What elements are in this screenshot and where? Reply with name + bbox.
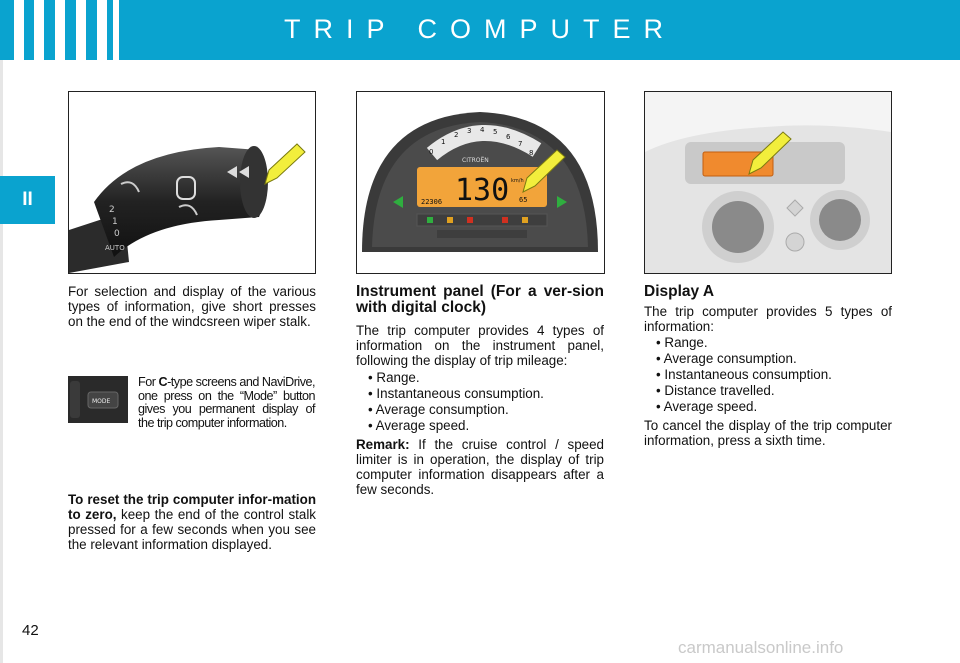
instrument-panel-intro: The trip computer provides 4 types of information on the instrument panel, following the display of trip mileage: <box>356 323 604 368</box>
tick-label: 4 <box>480 126 485 134</box>
list-item: • Range. <box>368 370 420 385</box>
remark-text: If the cruise control / speed limiter is in operation, the display of trip computer information disappears after a few seconds. <box>356 437 604 497</box>
wiper-stalk-image <box>68 91 316 274</box>
tick-label: 3 <box>467 127 472 135</box>
tick-label: 8 <box>529 149 534 157</box>
list-item: • Instantaneous consumption. <box>656 367 832 382</box>
svg-text:0: 0 <box>114 229 120 239</box>
svg-text:2: 2 <box>109 205 115 215</box>
mode-button-label: MODE <box>92 398 111 405</box>
dash-range: 65 <box>519 196 528 204</box>
display-a-outro: To cancel the display of the trip computer information, press a sixth time. <box>644 418 892 448</box>
remark-label: Remark: <box>356 437 410 452</box>
dash-unit: km/h <box>511 178 524 184</box>
side-rule <box>0 60 3 663</box>
page-title: TRIP COMPUTER <box>283 14 676 44</box>
page-number: 42 <box>22 622 39 639</box>
reset-instructions <box>68 492 316 552</box>
tick-label: 1 <box>441 138 446 146</box>
remark <box>356 437 604 497</box>
header-bar <box>0 0 960 60</box>
list-item: • Instantaneous consumption. <box>368 386 544 401</box>
display-a-section <box>644 284 892 448</box>
list-item: • Average speed. <box>656 399 758 414</box>
mode-note-text: For <box>138 375 159 389</box>
list-item: • Average speed. <box>368 418 470 433</box>
list-item: • Range. <box>656 335 708 350</box>
tick-label: 6 <box>506 133 511 141</box>
svg-text:1: 1 <box>112 217 118 227</box>
dash-speed: 130 <box>455 173 510 208</box>
section-tab: II <box>0 176 55 224</box>
reset-heading: To reset the trip computer infor-mation to zero, <box>68 492 316 522</box>
mode-button-image <box>68 376 128 423</box>
instrument-panel-image <box>356 91 605 274</box>
tick-label: 5 <box>493 128 498 136</box>
display-a-intro: The trip computer provides 5 types of information: <box>644 304 892 334</box>
mode-note-bold: C <box>158 375 168 389</box>
instrument-panel-section <box>356 284 604 497</box>
mode-note-text: -type screens and NaviDrive, one press on the “Mode” button gives you permanent display of the trip computer information. <box>138 375 315 430</box>
tick-label: 0 <box>429 148 434 156</box>
display-a-image <box>644 91 892 274</box>
mode-note <box>138 376 315 430</box>
dash-brand: CITROËN <box>462 157 489 164</box>
list-item: • Average consumption. <box>368 402 509 417</box>
watermark: carmanualsonline.info <box>678 638 844 657</box>
stalk-intro: For selection and display of the various types of information, give short presses on the end of the windcsreen wiper stalk. <box>68 284 316 329</box>
display-a-heading: Display A <box>644 283 715 300</box>
reset-text: keep the end of the control stalk pressed for a few seconds when you see the relevant information displayed. <box>68 507 316 552</box>
list-item: • Distance travelled. <box>656 383 775 398</box>
tick-label: 7 <box>518 140 523 148</box>
instrument-panel-heading: Instrument panel (For a ver-sion with digital clock) <box>356 283 604 316</box>
dash-odometer: 22306 <box>421 198 443 206</box>
list-item: • Average consumption. <box>656 351 797 366</box>
svg-text:AUTO: AUTO <box>105 244 125 252</box>
tick-label: 2 <box>454 131 459 139</box>
